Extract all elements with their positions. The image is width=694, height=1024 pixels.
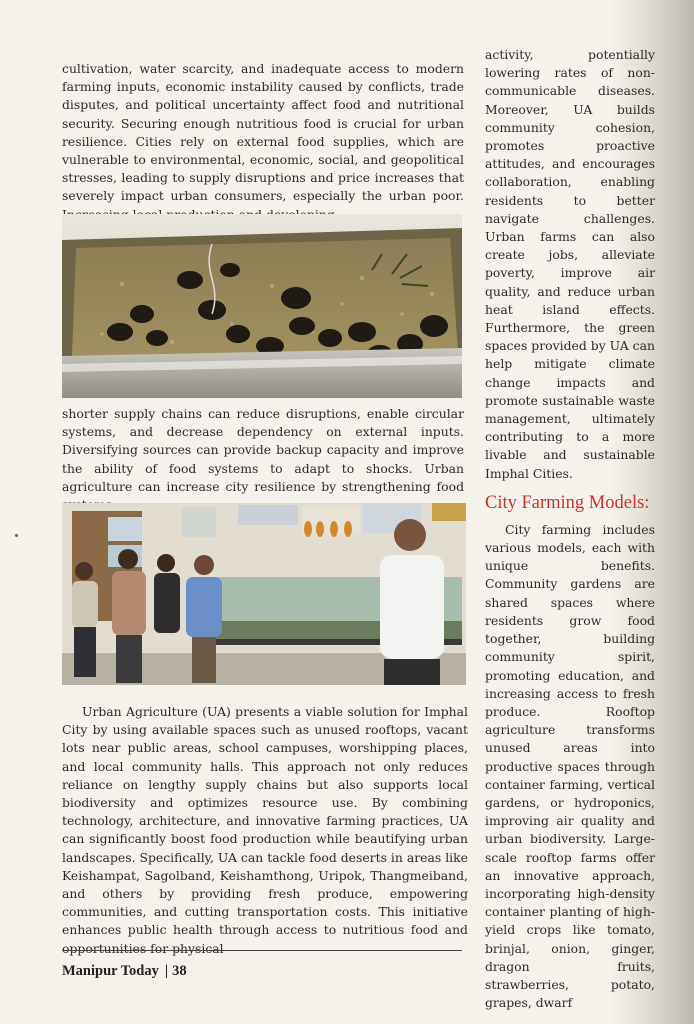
left-column-middle <box>62 405 464 514</box>
footer-separator: | <box>164 963 169 979</box>
group-lab-image <box>62 503 466 685</box>
speck <box>15 534 18 537</box>
page-footer <box>62 963 187 980</box>
left-paragraph-2: shorter supply chains can reduce disruptions, enable circular systems, and decrease dependency on external inputs. Diversifying sources can provide backup capacity and improve the ability of food systems to adapt to shocks. Urban agriculture can increase city resilience by strengthening food <box>62 406 464 494</box>
photo-aquarium-tank <box>62 214 462 398</box>
page-number: 38 <box>172 963 187 979</box>
left-column-bottom <box>62 703 468 958</box>
left-column-top <box>62 60 464 224</box>
publication-name: Manipur Today <box>62 963 159 979</box>
right-column <box>485 46 655 1012</box>
photo-group-lab <box>62 503 466 685</box>
right-paragraph-1: activity, potentially lowering rates of non-communicable diseases. Moreover, UA builds community cohesion, promotes proactive attitudes, and encourages collaboration, enabling residents to better navigate challenges. Urban farms can also create jobs, alleviate poverty, improve air quality, and reduce urban heat island effects. Furthermore, the green spaces provided by UA can help mitigate climate change impacts and promote sustainable waste management, ultimately contributing to a more livable and sustainable Imphal Cities. <box>485 47 655 481</box>
left-paragraph-1: cultivation, water scarcity, and inadequate access to modern farming inputs, economic instability caused by conflicts, trade disputes, and political uncertainty affect food and nutritional security. Securing enough nutritious food is crucial for urban resilience. Cities rely on external food supplies, which are vulnerable to environmental, economic, social, and geopolitical stresses, leading to supply disruptions and price increases that severely impact urban consumers, especially the urban poor. <box>62 61 464 204</box>
left-paragraph-3: Urban Agriculture (UA) presents a viable solution for Imphal City by using available spaces such as unused rooftops, vacant lots near public areas, school campuses, worshipping places, and local community halls. This approach not only reduces reliance on lengthy supply chains but also supports local biodiversity and optimizes resource use. By combining technology, architecture, and innovative farming practices, UA can significantly boost food production while beautifying urban landscapes. Specifically, UA can tackle food deserts in areas like Keishampat, Sagolband, Keishamthong, Uripok, Thangmeiband, and others by providing fresh produce, empowering communities, and cutting transportation costs. This initiative enhances public health through access to nutritious food and opportunities for physical <box>62 704 468 956</box>
section-heading: City Farming Models: <box>485 492 650 513</box>
footer-rule <box>62 950 462 951</box>
aquarium-tank-image <box>62 214 462 398</box>
right-paragraph-2: City farming includes various models, each with unique benefits. Community gardens are shared spaces where residents grow food together, building community spirit, promoting education, and increasing access to fresh produce. Rooftop agriculture transforms unused areas into productive spaces through container farming, vertical gardens, or hydroponics, improving air quality and urban biodiversity. Large-scale rooftop farms offer an innovative approach, incorporating high-density container planting of high-yield crops like tomato, brinjal, onion, ginger, dragon fruits, strawberries, potato, grapes, dwarf <box>485 521 655 1011</box>
